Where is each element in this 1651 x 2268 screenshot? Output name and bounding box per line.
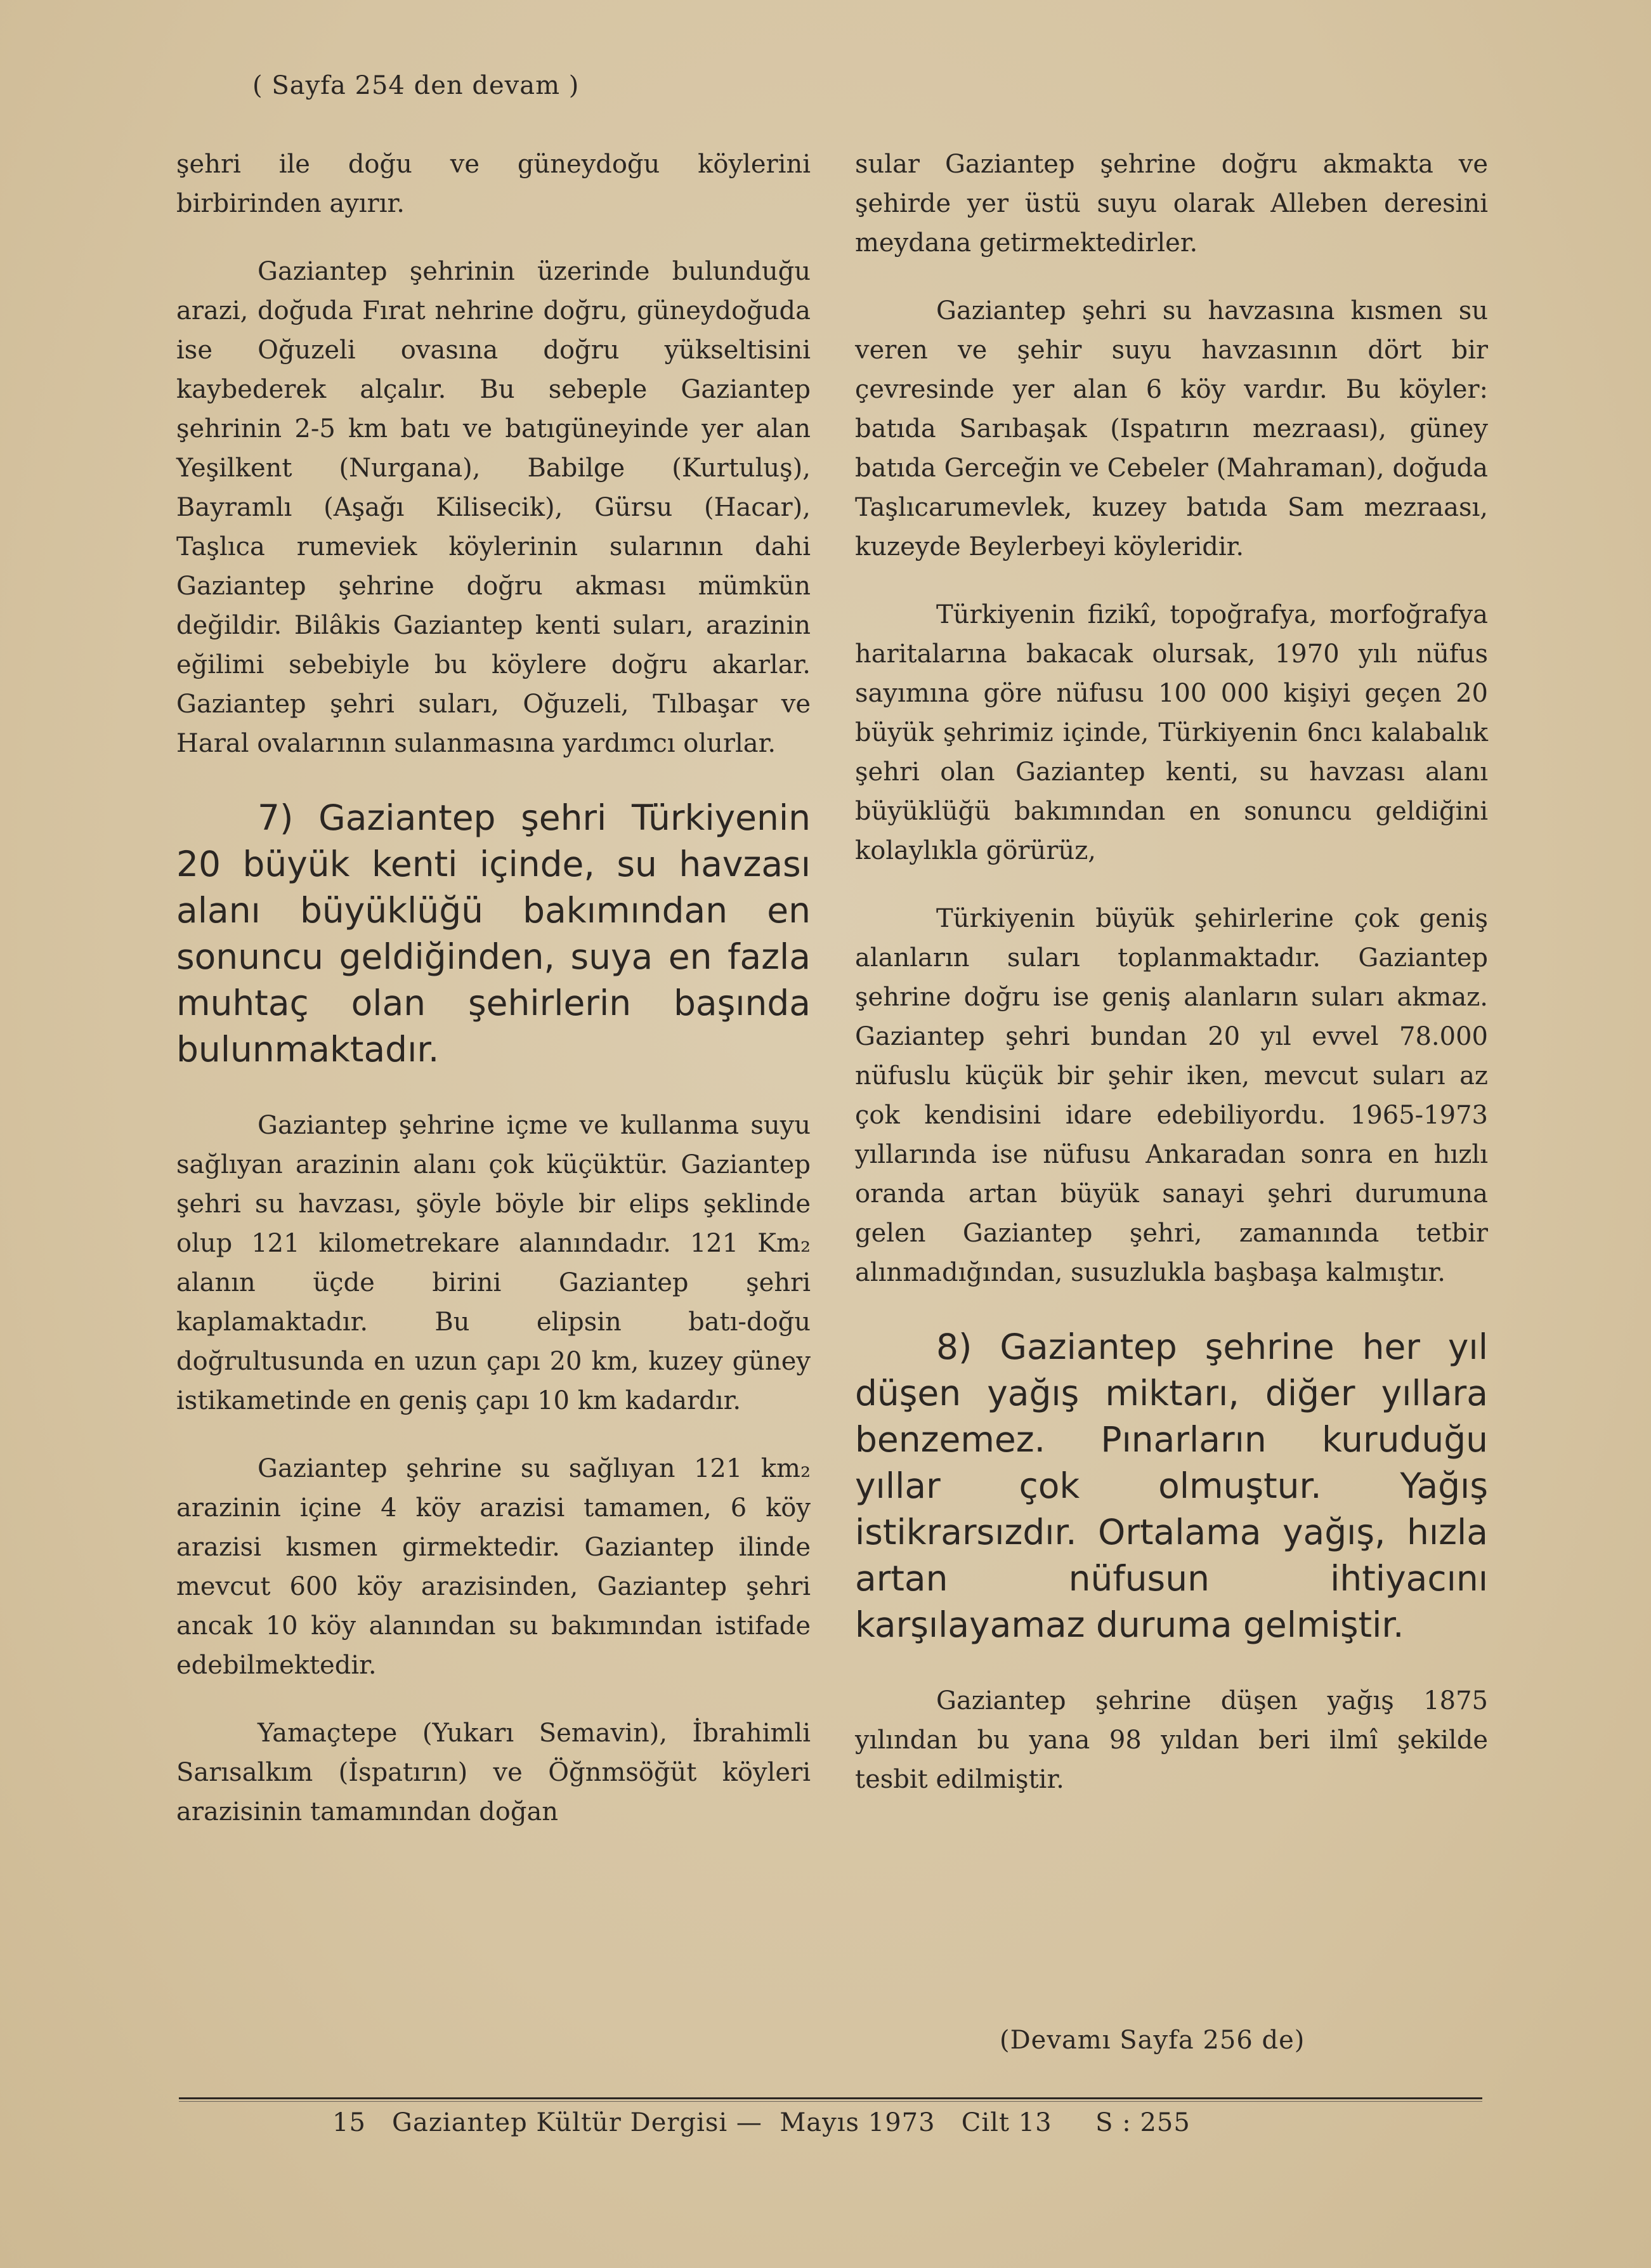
footer-rule — [179, 2097, 1482, 2099]
right-paragraph-1: sular Gaziantep şehrine doğru akmakta ve şehirde yer üstü suyu olarak Alleben deresini meydana getirmektedirler. — [855, 150, 1488, 258]
continuation-note: (Devamı Sayfa 256 de) — [1000, 2026, 1305, 2055]
page-footer: 15 Gaziantep Kültür Dergisi — Mayıs 1973 Cilt 13 S : 255 — [332, 2108, 1191, 2137]
right-column — [855, 145, 1488, 1799]
right-paragraph-4: Türkiyenin büyük şehirlerine çok geniş alanların suları toplanmaktadır. Gaziantep şehrine doğru ise geniş alanların suları akmaz. Gaziantep şehri bundan 20 yıl evvel 78.000 nüfuslu küçük bir şehir iken, mevcut suları az çok kendisini idare edebiliyordu. 1965-1973 yıllarında ise nüfusu Ankaradan sonra en hızlı oranda artan büyük sanayi şehri durumuna gelen Gaziantep şehri, zamanında tetbir alınmadığından, susuzlukla başbaşa kalmıştır. — [855, 904, 1488, 1287]
left-paragraph-4: Gaziantep şehrine su sağlıyan 121 km₂ arazinin içine 4 köy arazisi tamamen, 6 köy arazisi kısmen girmektedir. Gaziantep ilinde mevcut 600 köy arazisinden, Gaziantep şehri ancak 10 köy alanından su bakımından istifade edebilmektedir. — [176, 1454, 811, 1680]
footer-rule-secondary — [179, 2101, 1482, 2102]
left-paragraph-2: Gaziantep şehrinin üzerinde bulunduğu arazi, doğuda Fırat nehrine doğru, güneydoğuda ise Oğuzeli ovasına doğru yükseltisini kaybederek alçalır. Bu sebeple Gaziantep şehrinin 2-5 km batı ve batıgüneyinde yer alan Yeşilkent (Nurgana), Babilge (Kurtuluş), Bayramlı (Aşağı Kilisecik), Gürsu (Hacar), Taşlıca rumeviek köylerinin sularının dahi Gaziantep şehrine doğru akması mümkün değildir. Bilâkis Gaziantep kenti suları, arazinin eğilimi sebebiyle bu köylere doğru akarlar. Gaziantep şehri suları, Oğuzeli, Tılbaşar ve Haral ovalarının sulanmasına yardımcı olurlar. — [176, 257, 811, 758]
right-paragraph-2: Gaziantep şehri su havzasına kısmen su veren ve şehir suyu havzasının dört bir çevresinde yer alan 6 köy vardır. Bu köyler: batıda Sarıbaşak (Ispatırın mezraası), güney batıda Gerceğin ve Cebeler (Mahraman), doğuda Taşlıcarumevlek, kuzey batıda Sam mezraası, kuzeyde Beylerbeyi köyleridir. — [855, 296, 1488, 561]
top-continuation-note: ( Sayfa 254 den devam ) — [252, 71, 580, 100]
section-heading-7: 7) Gaziantep şehri Türkiyenin 20 büyük kenti içinde, su havzası alanı büyüklüğü bakımından en sonuncu geldiğinden, suya en fazla muhtaç olan şehirlerin başında bulunmaktadır. — [176, 797, 811, 1070]
right-paragraph-3: Türkiyenin fizikî, topoğrafya, morfoğrafya haritalarına bakacak olursak, 1970 yılı nüfus sayımına göre nüfusu 100 000 kişiyi geçen 20 büyük şehrimiz içinde, Türkiyenin 6ncı kalabalık şehri olan Gaziantep kenti, su havzası alanı büyüklüğü bakımından en sonuncu geldiğini kolaylıkla görürüz, — [855, 600, 1488, 865]
right-paragraph-5: Gaziantep şehrine düşen yağış 1875 yılından bu yana 98 yıldan beri ilmî şekilde tesbit edilmiştir. — [855, 1686, 1488, 1794]
left-paragraph-5: Yamaçtepe (Yukarı Semavin), İbrahimli Sarısalkım (İspatırın) ve Öğnmsöğüt köyleri arazisinin tamamından doğan — [176, 1719, 811, 1826]
left-paragraph-1: şehri ile doğu ve güneydoğu köylerini birbirinden ayırır. — [176, 150, 811, 218]
left-column — [176, 145, 811, 1832]
left-paragraph-3: Gaziantep şehrine içme ve kullanma suyu sağlıyan arazinin alanı çok küçüktür. Gaziantep şehri su havzası, şöyle böyle bir elips şeklinde olup 121 kilometrekare alanındadır. 121 Km₂ alanın üçde birini Gaziantep şehri kaplamaktadır. Bu elipsin batı-doğu doğrultusunda en uzun çapı 20 km, kuzey güney istikametinde en geniş çapı 10 km kadardır. — [176, 1111, 811, 1415]
section-heading-8: 8) Gaziantep şehrine her yıl düşen yağış miktarı, diğer yıllara benzemez. Pınarların kuruduğu yıllar çok olmuştur. Yağış istikrarsızdır. Ortalama yağış, hızla artan nüfusun ihtiyacını karşılayamaz duruma gelmiştir. — [855, 1327, 1488, 1645]
